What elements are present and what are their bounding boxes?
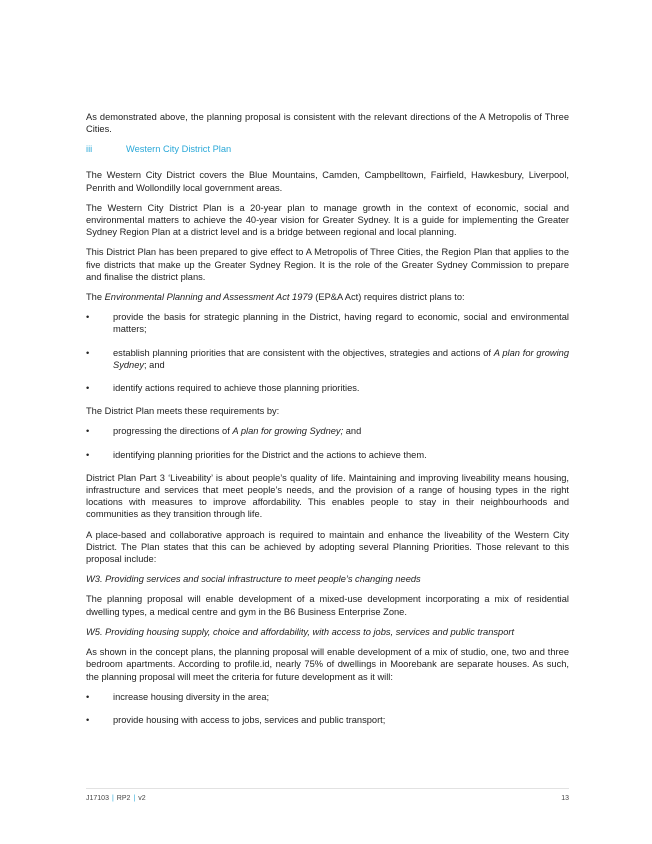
section-number: iii xyxy=(86,144,93,155)
document-page xyxy=(86,111,569,737)
requirements-list xyxy=(86,311,569,394)
bullet-icon: • xyxy=(86,449,90,460)
paragraph-act-requirement: The Environmental Planning and Assessment Act 1979 (EP&A Act) requires district plans to: xyxy=(86,292,465,303)
bullet-icon: • xyxy=(86,312,90,323)
paragraph-liveability: District Plan Part 3 ‘Liveability’ is about people’s quality of life. Maintaining and improving liveability means housing, infrastructure and services that meet people’s needs, and the provision of a range of housing types in the right locations with measures to improve affordability. This enables people to stay in their neighbourhoods and communities as they transition through life. xyxy=(86,472,569,520)
paragraph-district-coverage: The Western City District covers the Blue Mountains, Camden, Campbelltown, Fairfield, Hawkesbury, Liverpool, Penrith and Wollondilly local government areas. xyxy=(86,170,569,193)
bullet-icon: • xyxy=(86,383,90,394)
bullet-icon: • xyxy=(86,426,90,437)
priority-heading-w5: W5. Providing housing supply, choice and affordability, with access to jobs, services and public transport xyxy=(86,626,515,637)
intro-paragraph: As demonstrated above, the planning proposal is consistent with the relevant directions of the A Metropolis of Three Cities. xyxy=(86,112,569,135)
footer-reference: J17103 | RP2 | v2 xyxy=(86,795,146,802)
list-item: • progressing the directions of A plan for growing Sydney; and xyxy=(86,426,362,437)
page-number: 13 xyxy=(561,795,569,802)
page-footer xyxy=(86,795,569,802)
list-item: • identifying planning priorities for the District and the actions to achieve them. xyxy=(86,449,427,460)
bullet-icon: • xyxy=(86,714,90,725)
list-item: • increase housing diversity in the area; xyxy=(86,691,270,702)
list-item: • identify actions required to achieve those planning priorities. xyxy=(86,383,360,394)
paragraph-w3-response: The planning proposal will enable development of a mixed-use development incorporating a mix of residential dwelling types, a medical centre and gym in the B6 Business Enterprise Zone. xyxy=(86,594,569,617)
criteria-list xyxy=(86,691,569,726)
paragraph-meets-requirements: The District Plan meets these requirements by: xyxy=(86,406,280,417)
bullet-icon: • xyxy=(86,347,90,358)
paragraph-plan-purpose: The Western City District Plan is a 20-year plan to manage growth in the context of economic, social and environmental matters to achieve the 40-year vision for Greater Sydney. It is a guide for implementing the Greater Sydney Region Plan at a district level and is a bridge between regional and local planning. xyxy=(86,202,569,238)
priority-heading-w3: W3. Providing services and social infrastructure to meet people’s changing needs xyxy=(86,574,421,585)
paragraph-collaborative: A place-based and collaborative approach is required to maintain and enhance the liveability of the Western City District. The Plan states that this can be achieved by adopting several Planning Priorities. Those relevant to this proposal include: xyxy=(86,529,569,565)
meets-list xyxy=(86,425,569,460)
list-item: • establish planning priorities that are consistent with the objectives, strategies and actions of A plan for growing Sydney; and xyxy=(86,347,569,370)
list-item: • provide housing with access to jobs, services and public transport; xyxy=(86,714,386,725)
footer-divider xyxy=(86,788,569,789)
list-item: • provide the basis for strategic planning in the District, having regard to economic, social and environmental matters; xyxy=(86,312,569,335)
bullet-icon: • xyxy=(86,691,90,702)
paragraph-plan-context: This District Plan has been prepared to give effect to A Metropolis of Three Cities, the Region Plan that applies to the five districts that make up the Greater Sydney Region. It is the role of the Greater Sydney Commission to prepare and finalise the district plans. xyxy=(86,247,569,282)
paragraph-w5-response: As shown in the concept plans, the planning proposal will enable development of a mix of studio, one, two and three bedroom apartments. According to profile.id, nearly 75% of dwellings in Moorebank are separate houses. As such, the planning proposal will meet the criteria for future development as it will: xyxy=(86,647,569,682)
section-title: Western City District Plan xyxy=(126,144,232,155)
act-name: Environmental Planning and Assessment Act 1979 xyxy=(104,292,313,303)
section-heading xyxy=(86,143,569,155)
